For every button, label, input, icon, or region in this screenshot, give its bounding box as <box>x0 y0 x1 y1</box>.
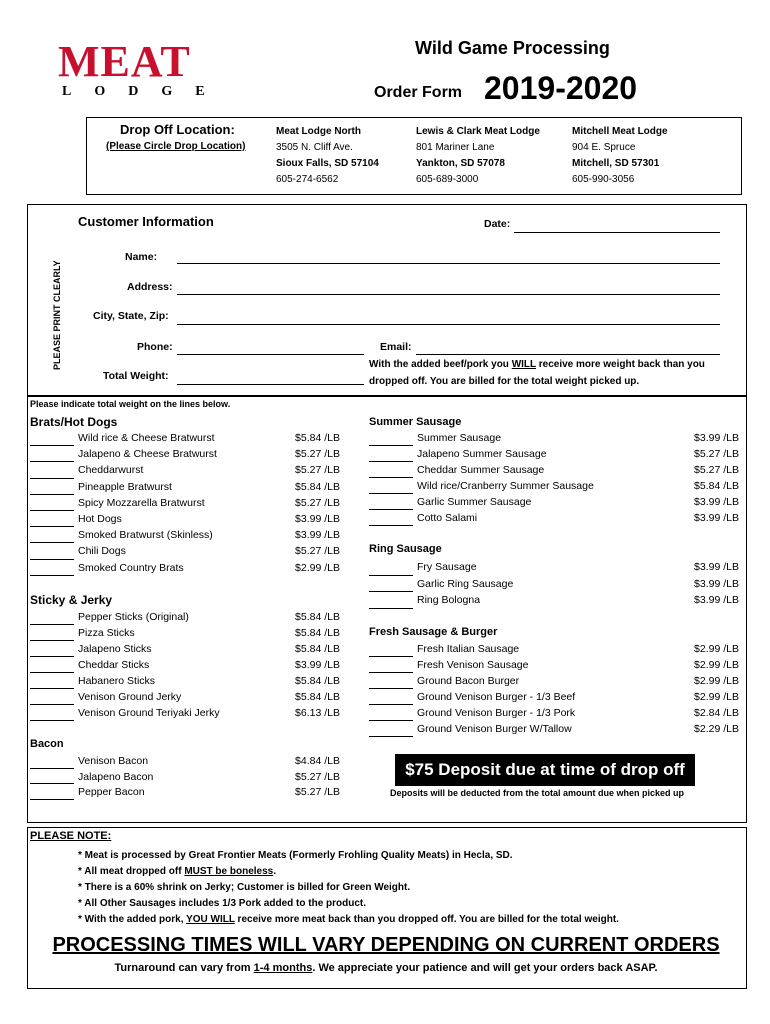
product-name: Cheddar Sticks <box>78 659 150 671</box>
weight-note-line2: dropped off. You are billed for the total weight picked up. <box>369 376 640 387</box>
note-item: * Meat is processed by Great Frontier Meats (Formerly Frohling Quality Meats) in Hecla, SD. <box>78 850 513 861</box>
weight-entry-line[interactable] <box>30 446 74 462</box>
name-field[interactable] <box>177 251 720 264</box>
deposit-banner: $75 Deposit due at time of drop off <box>395 754 695 786</box>
location-yankton[interactable] <box>416 124 540 188</box>
product-name: Fry Sausage <box>417 561 477 573</box>
product-name: Ground Bacon Burger <box>417 675 520 687</box>
product-name: Jalapeno Sticks <box>78 643 152 655</box>
product-row <box>30 673 340 689</box>
product-name: Ring Bologna <box>417 594 481 606</box>
product-name: Fresh Venison Sausage <box>417 659 529 671</box>
product-row <box>30 511 340 527</box>
product-row <box>30 609 340 625</box>
brats-heading: Brats/Hot Dogs <box>30 415 118 429</box>
location-line: 3505 N. Cliff Ave. <box>276 142 353 153</box>
turnaround-text <box>27 962 745 974</box>
customer-heading: Customer Information <box>78 214 214 229</box>
weight-entry-line[interactable] <box>369 446 413 462</box>
date-field[interactable] <box>514 220 720 233</box>
note-text: . <box>273 866 276 877</box>
location-line: 904 E. Spruce <box>572 142 636 153</box>
product-row <box>369 673 739 689</box>
location-name: Mitchell Meat Lodge <box>572 126 668 137</box>
product-row <box>369 559 739 576</box>
weight-entry-line[interactable] <box>369 657 413 673</box>
product-row <box>30 462 340 478</box>
address-label: Address: <box>127 281 173 293</box>
weight-entry-line[interactable] <box>369 576 413 593</box>
note-item: * All Other Sausages includes 1/3 Pork added to the product. <box>78 898 367 909</box>
product-price: $5.84 /LB <box>295 675 340 687</box>
location-line: Yankton, SD 57078 <box>416 158 505 169</box>
product-price: $5.27 /LB <box>295 496 340 509</box>
weight-entry-line[interactable] <box>30 609 74 625</box>
product-name: Venison Ground Jerky <box>78 691 182 703</box>
city-label: City, State, Zip: <box>93 310 169 322</box>
weight-entry-line[interactable] <box>369 641 413 657</box>
location-mitchell[interactable] <box>572 124 668 188</box>
weight-entry-line[interactable] <box>30 689 74 705</box>
product-row <box>30 446 340 462</box>
weight-entry-line[interactable] <box>30 625 74 641</box>
product-price: $3.99 /LB <box>295 529 340 542</box>
weight-entry-line[interactable] <box>30 769 74 785</box>
city-field[interactable] <box>177 312 720 325</box>
weight-entry-line[interactable] <box>369 673 413 689</box>
product-row <box>30 543 340 559</box>
weight-entry-line[interactable] <box>30 753 74 769</box>
ring-heading: Ring Sausage <box>369 543 442 555</box>
product-name: Ground Venison Burger W/Tallow <box>417 723 572 735</box>
note-emphasis: MUST be boneless <box>184 866 274 877</box>
note-text: Turnaround can vary from <box>114 962 254 974</box>
product-row <box>369 462 739 478</box>
page-title: Wild Game Processing <box>415 38 610 58</box>
product-name: Hot Dogs <box>78 512 122 525</box>
product-price: $5.27 /LB <box>295 448 340 461</box>
product-price: $5.84 /LB <box>295 611 340 623</box>
product-row <box>369 446 739 462</box>
weight-entry-line[interactable] <box>30 543 74 559</box>
date-label: Date: <box>484 218 511 230</box>
note-item <box>78 912 619 928</box>
product-price: $6.13 /LB <box>295 707 340 719</box>
product-row <box>30 689 340 705</box>
product-row <box>369 478 739 494</box>
product-name: Cheddar Summer Sausage <box>417 464 545 476</box>
product-row <box>369 689 739 705</box>
note-text: * All meat dropped off <box>78 866 185 877</box>
location-north[interactable] <box>276 124 379 188</box>
product-name: Spicy Mozzarella Bratwurst <box>78 496 205 509</box>
product-price: $5.27 /LB <box>295 786 340 798</box>
summer-list <box>369 430 739 526</box>
product-price: $5.27 /LB <box>694 464 739 476</box>
product-name: Summer Sausage <box>417 432 502 444</box>
print-clearly-label: PLEASE PRINT CLEARLY <box>52 260 62 370</box>
product-price: $3.99 /LB <box>694 561 739 573</box>
location-line: 605-274-6562 <box>276 174 339 185</box>
bacon-list <box>30 753 340 800</box>
weight-entry-line[interactable] <box>30 511 74 527</box>
product-price: $5.84 /LB <box>295 480 340 493</box>
weight-entry-line[interactable] <box>369 430 413 446</box>
product-price: $5.27 /LB <box>295 770 340 783</box>
notes-heading: PLEASE NOTE: <box>30 830 112 842</box>
location-line: Mitchell, SD 57301 <box>572 158 660 169</box>
note-item: * There is a 60% shrink on Jerky; Customer is billed for Green Weight. <box>78 882 411 893</box>
location-line: 605-689-3000 <box>416 174 479 185</box>
location-line: Sioux Falls, SD 57104 <box>276 158 379 169</box>
name-label: Name: <box>125 251 158 263</box>
product-price: $5.27 /LB <box>295 464 340 477</box>
weight-entry-line[interactable] <box>369 559 413 576</box>
product-price: $3.99 /LB <box>694 577 739 590</box>
weight-entry-line[interactable] <box>30 430 74 446</box>
product-price: $5.84 /LB <box>295 432 340 444</box>
product-row <box>369 430 739 446</box>
brats-list <box>30 430 340 576</box>
product-name: Pepper Bacon <box>78 786 145 798</box>
weight-entry-line[interactable] <box>369 510 413 526</box>
weight-entry-line[interactable] <box>30 641 74 657</box>
bacon-heading: Bacon <box>30 738 64 750</box>
location-line: 801 Mariner Lane <box>416 142 495 153</box>
product-name: Smoked Country Brats <box>78 561 184 574</box>
instruction-text: Please indicate total weight on the lines below. <box>30 399 231 409</box>
weight-entry-line[interactable] <box>369 721 413 737</box>
note-text: receive more meat back than you dropped off. You are billed for the total weight. <box>234 914 619 925</box>
product-row <box>30 479 340 495</box>
processing-banner: PROCESSING TIMES WILL VARY DEPENDING ON CURRENT ORDERS <box>52 934 720 956</box>
product-price: $5.84 /LB <box>295 691 340 703</box>
fresh-list <box>369 641 739 737</box>
product-row <box>30 753 340 769</box>
product-row <box>30 527 340 543</box>
product-price: $5.27 /LB <box>295 545 340 558</box>
note-item <box>78 864 619 880</box>
logo-subtext: LODGE <box>62 84 228 99</box>
product-name: Pepper Sticks (Original) <box>78 611 189 623</box>
product-row <box>369 705 739 721</box>
product-price: $2.99 /LB <box>694 691 739 703</box>
weight-entry-line[interactable] <box>30 673 74 689</box>
product-name: Cotto Salami <box>417 512 478 524</box>
logo-text: MEAT <box>58 37 191 86</box>
note-text: . We appreciate your patience and will get your orders back ASAP. <box>312 962 658 974</box>
product-price: $3.99 /LB <box>694 512 739 524</box>
summer-heading: Summer Sausage <box>369 416 462 428</box>
note-emphasis: YOU WILL <box>186 914 235 925</box>
product-name: Venison Ground Teriyaki Jerky <box>78 707 220 719</box>
deposit-note: Deposits will be deducted from the total amount due when picked up <box>390 788 685 798</box>
product-row <box>30 625 340 641</box>
product-row <box>369 510 739 526</box>
product-price: $3.99 /LB <box>694 432 739 444</box>
address-field[interactable] <box>177 282 720 295</box>
notes-list <box>78 848 619 928</box>
dropoff-label: Drop Off Location: <box>120 122 235 137</box>
weight-entry-line[interactable] <box>30 527 74 543</box>
phone-label: Phone: <box>137 341 173 353</box>
product-price: $2.99 /LB <box>295 561 340 574</box>
product-name: Jalapeno & Cheese Bratwurst <box>78 448 217 461</box>
jerky-heading: Sticky & Jerky <box>30 593 113 607</box>
weight-entry-line[interactable] <box>369 689 413 705</box>
product-row <box>369 592 739 609</box>
email-field[interactable] <box>416 342 720 355</box>
fresh-heading: Fresh Sausage & Burger <box>369 626 498 638</box>
product-name: Habanero Sticks <box>78 675 156 687</box>
product-price: $2.99 /LB <box>694 675 739 687</box>
product-row <box>30 641 340 657</box>
product-name: Ground Venison Burger - 1/3 Pork <box>417 707 576 719</box>
dropoff-sub[interactable]: (Please Circle Drop Location) <box>106 141 246 152</box>
weight-entry-line[interactable] <box>369 462 413 478</box>
product-price: $5.84 /LB <box>694 480 739 492</box>
location-line: 605-990-3056 <box>572 174 635 185</box>
product-row <box>369 657 739 673</box>
jerky-list <box>30 609 340 721</box>
product-price: $2.29 /LB <box>694 723 739 735</box>
product-price: $2.99 /LB <box>694 659 739 671</box>
weight-label: Total Weight: <box>103 370 169 382</box>
product-row <box>30 495 340 511</box>
product-row <box>30 430 340 446</box>
product-name: Wild rice/Cranberry Summer Sausage <box>417 480 594 492</box>
weight-entry-line[interactable] <box>30 784 74 800</box>
weight-entry-line[interactable] <box>369 592 413 609</box>
weight-entry-line[interactable] <box>369 478 413 494</box>
product-price: $4.84 /LB <box>295 755 340 767</box>
product-name: Venison Bacon <box>78 755 149 767</box>
order-form-label: Order Form <box>374 84 463 101</box>
product-name: Ground Venison Burger - 1/3 Beef <box>417 691 576 703</box>
product-row <box>30 784 340 800</box>
weight-field[interactable] <box>177 372 364 385</box>
weight-entry-line[interactable] <box>369 705 413 721</box>
weight-entry-line[interactable] <box>30 462 74 478</box>
product-row <box>369 576 739 593</box>
email-label: Email: <box>380 341 412 353</box>
product-name: Cheddarwurst <box>78 464 144 477</box>
weight-entry-line[interactable] <box>30 495 74 511</box>
note-emphasis: 1-4 months <box>253 962 313 974</box>
product-price: $3.99 /LB <box>295 659 340 671</box>
note-emphasis: WILL <box>511 359 536 370</box>
note-text: With the added beef/pork you <box>369 359 512 370</box>
weight-entry-line[interactable] <box>30 479 74 495</box>
ring-list <box>369 559 739 609</box>
weight-entry-line[interactable] <box>30 560 74 576</box>
product-row <box>369 494 739 510</box>
product-price: $5.84 /LB <box>295 627 340 639</box>
weight-entry-line[interactable] <box>30 657 74 673</box>
product-name: Garlic Ring Sausage <box>417 577 514 590</box>
product-price: $2.84 /LB <box>694 707 739 719</box>
product-price: $5.84 /LB <box>295 643 340 655</box>
product-name: Garlic Summer Sausage <box>417 496 532 508</box>
product-name: Jalapeno Bacon <box>78 770 154 783</box>
weight-entry-line[interactable] <box>369 494 413 510</box>
product-price: $3.99 /LB <box>694 594 739 606</box>
product-name: Wild rice & Cheese Bratwurst <box>78 432 215 444</box>
product-name: Fresh Italian Sausage <box>417 643 520 655</box>
product-row <box>30 769 340 785</box>
note-text: receive more weight back than you <box>535 359 705 370</box>
note-text: * With the added pork, <box>78 914 187 925</box>
weight-note-line1 <box>369 359 705 370</box>
product-name: Pineapple Bratwurst <box>78 480 172 493</box>
product-price: $2.99 /LB <box>694 643 739 655</box>
product-row <box>30 560 340 576</box>
product-row <box>30 705 340 721</box>
year-label: 2019-2020 <box>484 70 638 106</box>
product-name: Smoked Bratwurst (Skinless) <box>78 529 213 542</box>
product-price: $5.27 /LB <box>694 448 739 460</box>
location-name: Meat Lodge North <box>276 126 361 137</box>
phone-field[interactable] <box>177 342 364 355</box>
weight-entry-line[interactable] <box>30 705 74 721</box>
product-price: $3.99 /LB <box>694 496 739 508</box>
product-price: $3.99 /LB <box>295 512 340 525</box>
product-row <box>30 657 340 673</box>
location-name: Lewis & Clark Meat Lodge <box>416 126 540 137</box>
product-name: Jalapeno Summer Sausage <box>417 448 547 460</box>
product-row <box>369 641 739 657</box>
product-name: Pizza Sticks <box>78 627 135 639</box>
product-row <box>369 721 739 737</box>
product-name: Chili Dogs <box>78 545 126 558</box>
